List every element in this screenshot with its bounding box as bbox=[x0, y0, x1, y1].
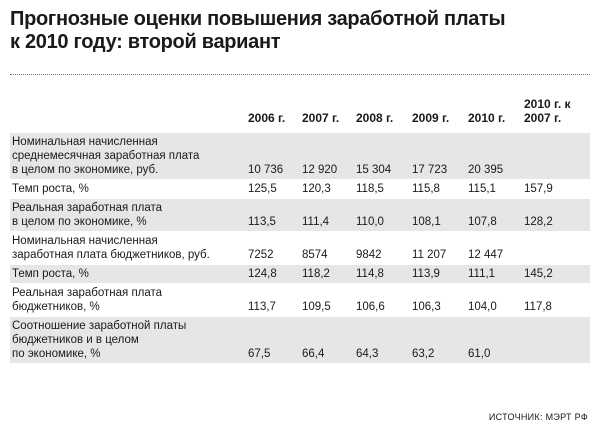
value-cell: 66,4 bbox=[302, 316, 356, 363]
value-cell: 113,5 bbox=[248, 198, 302, 231]
row-label-line: Номинальная начисленная bbox=[12, 135, 158, 148]
row-label-line: в целом по экономике, % bbox=[12, 215, 147, 228]
value-cell bbox=[524, 231, 590, 264]
row-label bbox=[10, 231, 248, 264]
value-cell: 7252 bbox=[248, 248, 274, 261]
row-label-line: в целом по экономике, руб. bbox=[12, 163, 159, 176]
value-cell: 128,2 bbox=[524, 198, 590, 231]
row-label-line: Темп роста, % bbox=[12, 267, 89, 280]
value-cell: 125,5 bbox=[248, 182, 277, 195]
row-label-line: Соотношение заработной платы bbox=[12, 319, 187, 332]
table-row bbox=[10, 316, 590, 363]
row-label bbox=[10, 283, 248, 316]
value-cell: 11 207 bbox=[412, 248, 447, 261]
value-cell: 107,8 bbox=[468, 198, 524, 231]
row-label bbox=[10, 264, 248, 283]
table-row bbox=[10, 132, 590, 179]
value-cell: 114,8 bbox=[356, 264, 412, 283]
column-header: 2009 г. bbox=[412, 110, 450, 125]
value-cell: 124,8 bbox=[248, 264, 302, 283]
value-cell: 113,7 bbox=[248, 300, 276, 313]
header-row bbox=[10, 94, 590, 132]
row-label bbox=[10, 132, 248, 179]
value-cell: 17 723 bbox=[412, 132, 468, 179]
value-cell: 115,1 bbox=[468, 182, 496, 195]
value-cell: 117,8 bbox=[524, 300, 552, 313]
title-divider bbox=[10, 74, 590, 75]
title-line-2: к 2010 году: второй вариант bbox=[10, 31, 281, 53]
value-cell: 63,2 bbox=[412, 316, 468, 363]
row-label-line: Темп роста, % bbox=[12, 182, 89, 195]
value-cell bbox=[524, 316, 590, 363]
value-cell: 64,3 bbox=[356, 316, 412, 363]
row-label-line: Реальная заработная плата bbox=[12, 201, 163, 214]
table-body bbox=[10, 132, 590, 363]
table-row bbox=[10, 283, 590, 316]
value-cell: 115,8 bbox=[412, 182, 440, 195]
value-cell: 106,3 bbox=[412, 300, 441, 313]
column-header: 2010 г. к 2007 г. bbox=[524, 96, 571, 125]
row-label-line: Номинальная начисленная bbox=[12, 234, 158, 247]
row-label-line: бюджетников и в целом bbox=[12, 333, 139, 346]
row-label-line: по экономике, % bbox=[12, 347, 101, 360]
table-row bbox=[10, 179, 590, 198]
value-cell: 109,5 bbox=[302, 300, 331, 313]
chart-title bbox=[10, 8, 590, 54]
value-cell: 113,9 bbox=[412, 264, 468, 283]
value-cell: 20 395 bbox=[468, 132, 524, 179]
column-header: 2007 г. bbox=[302, 110, 340, 125]
value-cell: 104,0 bbox=[468, 300, 497, 313]
row-label-line: заработная плата бюджетников, руб. bbox=[12, 248, 210, 261]
value-cell: 61,0 bbox=[468, 316, 524, 363]
wage-forecast-table bbox=[10, 94, 590, 363]
table-row bbox=[10, 264, 590, 283]
value-cell: 10 736 bbox=[248, 132, 302, 179]
value-cell: 12 920 bbox=[302, 132, 356, 179]
value-cell: 110,0 bbox=[356, 198, 412, 231]
value-cell: 118,5 bbox=[356, 182, 384, 195]
row-label bbox=[10, 198, 248, 231]
value-cell: 12 447 bbox=[468, 248, 504, 261]
value-cell: 106,6 bbox=[356, 300, 385, 313]
value-cell: 108,1 bbox=[412, 198, 468, 231]
column-header: 2006 г. bbox=[248, 110, 286, 125]
value-cell bbox=[524, 132, 590, 179]
value-cell: 120,3 bbox=[302, 182, 331, 195]
value-cell: 111,1 bbox=[468, 264, 524, 283]
value-cell: 67,5 bbox=[248, 316, 302, 363]
table-row bbox=[10, 198, 590, 231]
row-label-line: бюджетников, % bbox=[12, 300, 100, 313]
value-cell: 8574 bbox=[302, 248, 328, 261]
row-label bbox=[10, 179, 248, 198]
row-label-line: среднемесячная заработная плата bbox=[12, 149, 200, 162]
column-header: 2010 г. bbox=[468, 110, 506, 125]
value-cell: 15 304 bbox=[356, 132, 412, 179]
source-note: ИСТОЧНИК: МЭРТ РФ bbox=[488, 412, 588, 422]
column-header: 2008 г. bbox=[356, 110, 394, 125]
value-cell: 157,9 bbox=[524, 182, 553, 195]
value-cell: 118,2 bbox=[302, 264, 356, 283]
value-cell: 111,4 bbox=[302, 198, 356, 231]
table-row bbox=[10, 231, 590, 264]
row-label-line: Реальная заработная плата bbox=[12, 286, 163, 299]
header-label-cell bbox=[10, 94, 248, 132]
value-cell: 9842 bbox=[356, 248, 382, 261]
row-label bbox=[10, 316, 248, 363]
value-cell: 145,2 bbox=[524, 264, 590, 283]
title-line-1: Прогнозные оценки повышения заработной платы bbox=[10, 8, 506, 30]
